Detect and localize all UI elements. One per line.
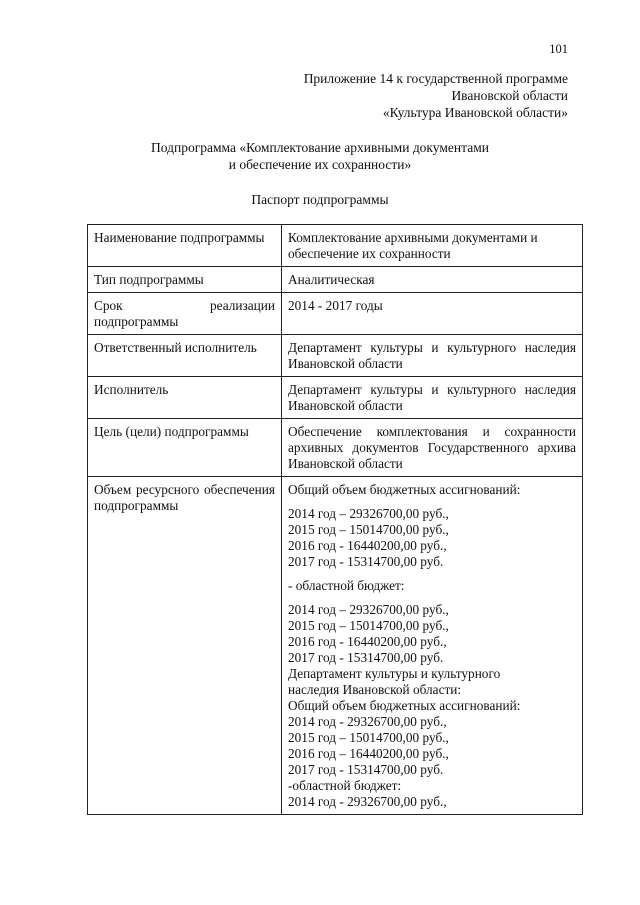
budget-year-line: 2016 год - 16440200,00 руб.,: [288, 538, 447, 553]
appendix-line: Приложение 14 к государственной программе: [303, 71, 568, 86]
budget-year-line: 2014 год - 29326700,00 руб.,: [288, 714, 447, 729]
passport-title: Паспорт подпрограммы: [251, 192, 389, 207]
row-value: 2014 - 2017 годы: [282, 293, 583, 335]
row-value: Аналитическая: [282, 267, 583, 293]
appendix-line: «Культура Ивановской области»: [382, 105, 568, 120]
page-number: 101: [549, 42, 568, 56]
passport-table: [87, 224, 583, 815]
budget-header: - областной бюджет:: [288, 578, 405, 593]
row-value: Обеспечение комплектования и сохранности архивных документов Государственного архива Ивановской области: [282, 419, 583, 477]
row-label: Тип подпрограммы: [88, 267, 282, 293]
subprogram-title-line: и обеспечение их сохранности»: [228, 157, 412, 172]
table-row: [88, 293, 583, 335]
table-row: [88, 267, 583, 293]
row-label: Исполнитель: [88, 377, 282, 419]
appendix-line: Ивановской области: [451, 88, 568, 103]
row-value: Департамент культуры и культурного наследия Ивановской области: [282, 377, 583, 419]
budget-year-line: 2015 год – 15014700,00 руб.,: [288, 522, 449, 537]
budget-year-line: 2014 год – 29326700,00 руб.,: [288, 602, 449, 617]
row-value: [282, 477, 583, 815]
budget-year-line: 2016 год - 16440200,00 руб.,: [288, 634, 447, 649]
budget-year-line: 2016 год – 16440200,00 руб.,: [288, 746, 449, 761]
budget-year-line: 2015 год – 15014700,00 руб.,: [288, 618, 449, 633]
row-label: Цель (цели) подпрограммы: [88, 419, 282, 477]
budget-year-line: 2014 год - 29326700,00 руб.,: [288, 794, 447, 809]
table-row: [88, 377, 583, 419]
subprogram-title: [0, 139, 640, 173]
row-value: Департамент культуры и культурного наследия Ивановской области: [282, 335, 583, 377]
table-row: [88, 419, 583, 477]
budget-year-line: 2015 год – 15014700,00 руб.,: [288, 730, 449, 745]
budget-header: Общий объем бюджетных ассигнований:: [288, 482, 521, 497]
table-row: [88, 477, 583, 815]
table-row: [88, 335, 583, 377]
row-label: Ответственный исполнитель: [88, 335, 282, 377]
budget-header: Общий объем бюджетных ассигнований:: [288, 698, 521, 713]
department-name: наследия Ивановской области:: [288, 682, 462, 697]
budget-year-line: 2017 год - 15314700,00 руб.: [288, 554, 444, 569]
table-row: [88, 225, 583, 267]
budget-header: -областной бюджет:: [288, 778, 402, 793]
row-value: Комплектование архивными документами и обеспечение их сохранности: [282, 225, 583, 267]
appendix-heading: [304, 70, 568, 121]
budget-year-line: 2014 год – 29326700,00 руб.,: [288, 506, 449, 521]
row-label: Объем ресурсного обеспечения подпрограммы: [88, 477, 282, 815]
department-name: Департамент культуры и культурного: [288, 666, 501, 681]
subprogram-title-line: Подпрограмма «Комплектование архивными документами: [151, 140, 489, 155]
budget-year-line: 2017 год - 15314700,00 руб.: [288, 650, 444, 665]
budget-year-line: 2017 год - 15314700,00 руб.: [288, 762, 444, 777]
row-label: Наименование подпрограммы: [88, 225, 282, 267]
row-label: Срок реализации подпрограммы: [88, 293, 282, 335]
